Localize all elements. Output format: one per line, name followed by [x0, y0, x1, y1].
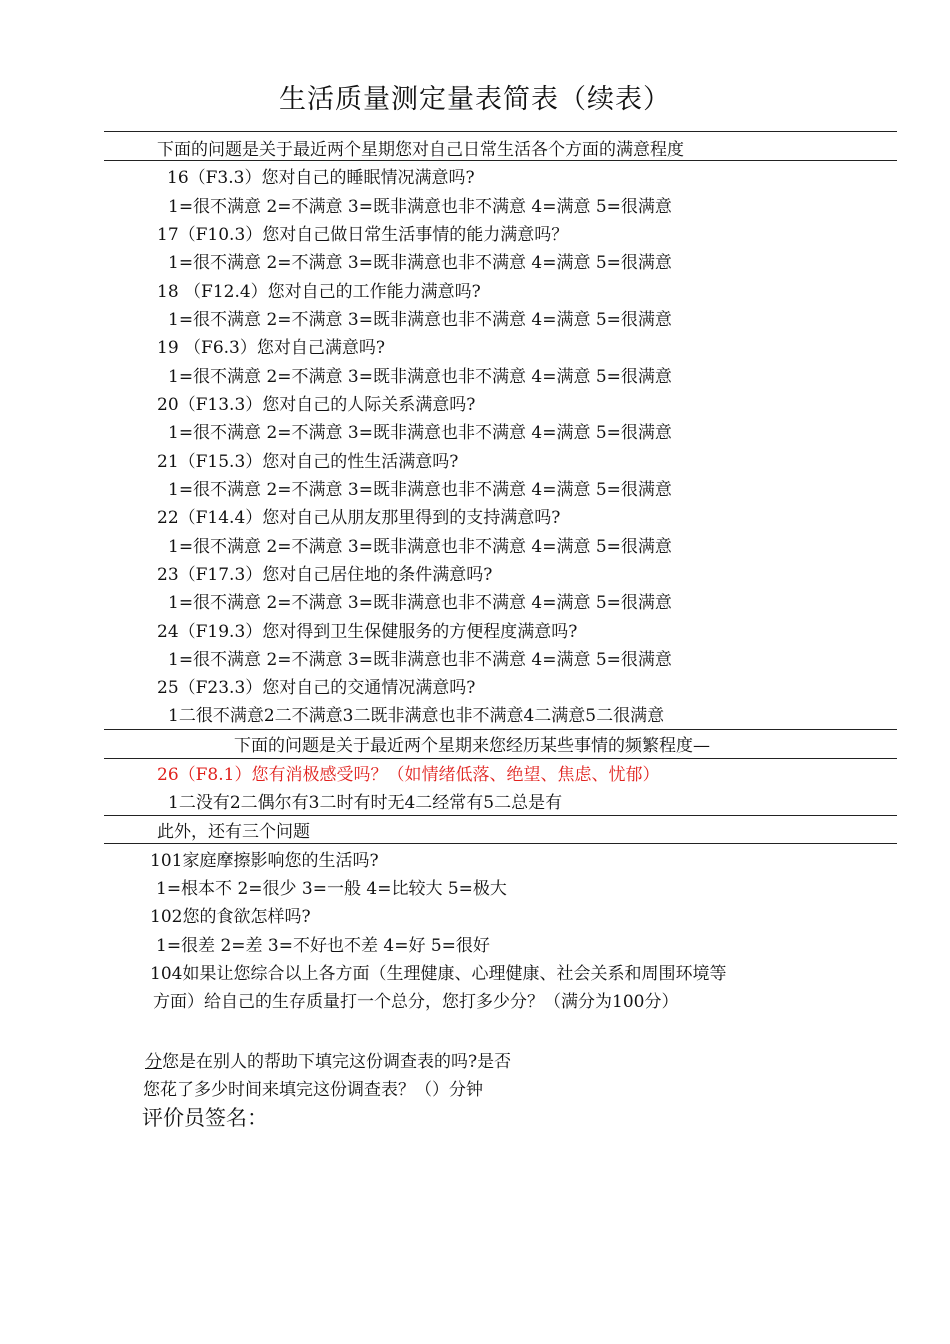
question-20: 20（F13.3）您对自己的人际关系满意吗?	[157, 395, 476, 415]
question-104-line1: 104如果让您综合以上各方面（生理健康、心理健康、社会关系和周围环境等	[150, 964, 727, 984]
answer-scale-18: 1=很不满意 2=不满意 3=既非满意也非不满意 4=满意 5=很满意	[168, 310, 672, 330]
evaluator-signature: 评价员签名：	[142, 1106, 268, 1130]
answer-scale-102: 1=很差 2=差 3=不好也不差 4=好 5=很好	[156, 936, 490, 956]
question-23: 23（F17.3）您对自己居住地的条件满意吗?	[157, 565, 493, 585]
question-24: 24（F19.3）您对得到卫生保健服务的方便程度满意吗?	[157, 622, 578, 642]
divider	[104, 758, 897, 759]
divider	[104, 815, 897, 816]
question-19: 19 （F6.3）您对自己满意吗?	[157, 338, 385, 358]
question-18: 18 （F12.4）您对自己的工作能力满意吗?	[157, 282, 481, 302]
question-17: 17（F10.3）您对自己做日常生活事情的能力满意吗？	[157, 225, 569, 245]
question-25: 25（F23.3）您对自己的交通情况满意吗?	[157, 678, 476, 698]
answer-scale-16: 1=很不满意 2=不满意 3=既非满意也非不满意 4=满意 5=很满意	[168, 197, 672, 217]
divider	[104, 160, 897, 161]
helped-question	[145, 1050, 511, 1074]
divider	[104, 843, 897, 844]
helped-prefix: 分	[145, 1052, 162, 1072]
question-16: 16（F3.3）您对自己的睡眠情况满意吗?	[167, 168, 475, 188]
section2-header: 下面的问题是关于最近两个星期来您经历某些事情的频繁程度—	[234, 736, 710, 756]
answer-scale-20: 1=很不满意 2=不满意 3=既非满意也非不满意 4=满意 5=很满意	[168, 423, 672, 443]
question-26: 26（F8.1）您有消极感受吗？（如情绪低落、绝望、焦虑、忧郁）	[157, 765, 660, 785]
answer-scale-24: 1=很不满意 2=不满意 3=既非满意也非不满意 4=满意 5=很满意	[168, 650, 672, 670]
answer-scale-19: 1=很不满意 2=不满意 3=既非满意也非不满意 4=满意 5=很满意	[168, 367, 672, 387]
helped-text: 您是在别人的帮助下填完这份调查表的吗?是否	[162, 1052, 512, 1072]
question-102: 102您的食欲怎样吗?	[150, 907, 311, 927]
question-21: 21（F15.3）您对自己的性生活满意吗?	[157, 452, 459, 472]
question-101: 101家庭摩擦影响您的生活吗?	[150, 851, 379, 871]
answer-scale-25: 1二很不满意2二不满意3二既非满意也非不满意4二满意5二很满意	[168, 706, 665, 726]
answer-scale-22: 1=很不满意 2=不满意 3=既非满意也非不满意 4=满意 5=很满意	[168, 537, 672, 557]
time-question: 您花了多少时间来填完这份调查表？（）分钟	[143, 1080, 483, 1100]
question-22: 22（F14.4）您对自己从朋友那里得到的支持满意吗?	[157, 508, 561, 528]
section1-header: 下面的问题是关于最近两个星期您对自己日常生活各个方面的满意程度	[157, 140, 684, 160]
section3-header: 此外，还有三个问题	[157, 822, 310, 842]
divider	[104, 131, 897, 132]
answer-scale-17: 1=很不满意 2=不满意 3=既非满意也非不满意 4=满意 5=很满意	[168, 253, 672, 273]
answer-scale-23: 1=很不满意 2=不满意 3=既非满意也非不满意 4=满意 5=很满意	[168, 593, 672, 613]
page-title: 生活质量测定量表简表（续表）	[279, 84, 671, 115]
answer-scale-101: 1=根本不 2=很少 3=一般 4=比较大 5=极大	[156, 879, 507, 899]
answer-scale-21: 1=很不满意 2=不满意 3=既非满意也非不满意 4=满意 5=很满意	[168, 480, 672, 500]
divider	[104, 729, 897, 730]
question-104-line2: 方面）给自己的生存质量打一个总分，您打多少分？（满分为100分）	[153, 992, 679, 1012]
answer-scale-26: 1二没有2二偶尔有3二时有时无4二经常有5二总是有	[168, 793, 563, 813]
